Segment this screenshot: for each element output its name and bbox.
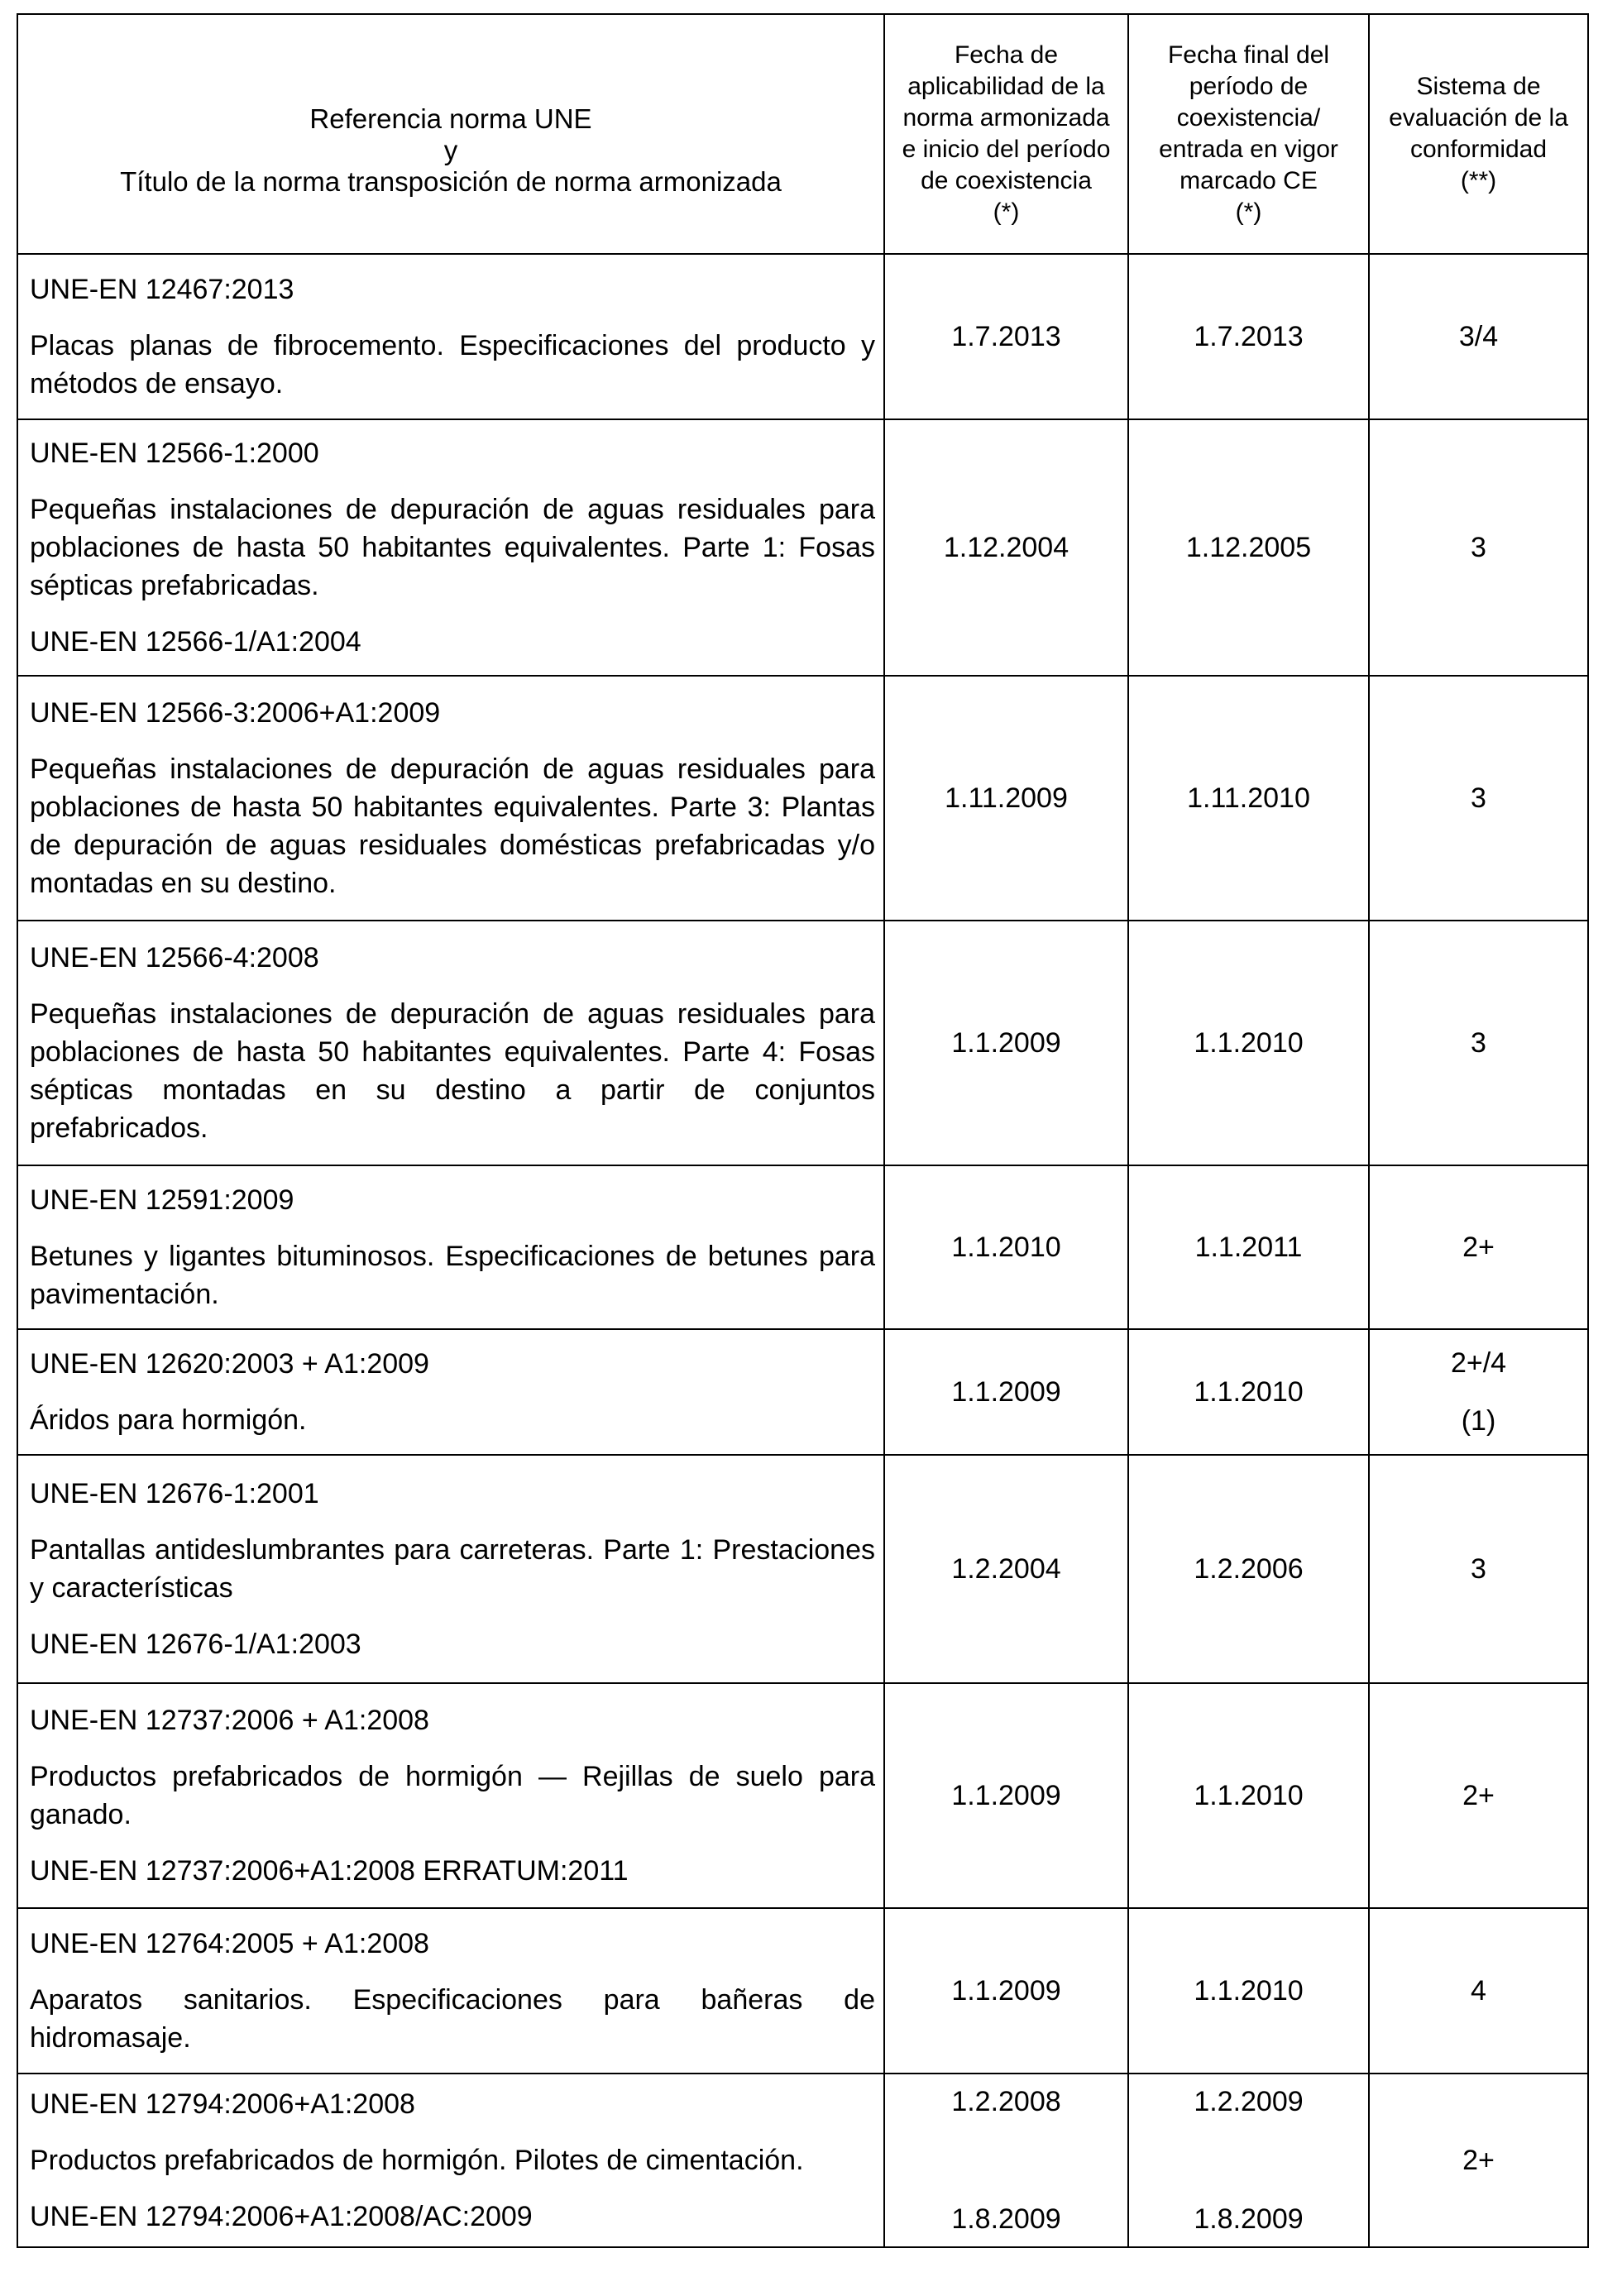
- norm-title: Pequeñas instalaciones de depuración de aguas residuales para poblaciones de hasta 50 habitantes equivalentes. Parte 4: Fosas sépticas montadas en su destino a partir de conjuntos prefabricados.: [30, 998, 875, 1144]
- table-header-row: [17, 14, 1588, 254]
- norm-title: Pequeñas instalaciones de depuración de aguas residuales para poblaciones de hasta 50 habitantes equivalentes. Parte 1: Fosas sépticas prefabricadas.: [30, 494, 875, 601]
- header-ref-line1: Referencia norma UNE: [309, 103, 592, 134]
- header-text-line: conformidad: [1409, 136, 1548, 163]
- coexistence-end-date: 1.12.2005: [1128, 419, 1369, 676]
- norm-title: Betunes y ligantes bituminosos. Especificaciones de betunes para pavimentación.: [30, 1241, 875, 1310]
- norm-title: Placas planas de fibrocemento. Especificaciones del producto y métodos de ensayo.: [30, 330, 875, 399]
- norm-code: UNE-EN 12566-1:2000: [30, 438, 319, 469]
- norm-reference-cell: [17, 1683, 884, 1908]
- coexistence-end-date: 1.1.2010: [1128, 1908, 1369, 2074]
- applicability-date: 1.11.2009: [884, 676, 1128, 921]
- norm-code: UNE-EN 12794:2006+A1:2008: [30, 2088, 415, 2120]
- norm-reference-cell: [17, 1165, 884, 1329]
- header-text-line: (*): [993, 199, 1020, 226]
- norm-amendment: UNE-EN 12794:2006+A1:2008/AC:2009: [30, 2201, 533, 2232]
- norm-amendment: UNE-EN 12737:2006+A1:2008 ERRATUM:2011: [30, 1855, 629, 1887]
- conformity-system: 2+: [1369, 1683, 1588, 1908]
- applicability-date: 1.2.2004: [884, 1455, 1128, 1683]
- norm-title: Pequeñas instalaciones de depuración de aguas residuales para poblaciones de hasta 50 habitantes equivalentes. Parte 3: Plantas de depuración de aguas residuales domésticas prefabricadas y/o montadas en su destino.: [30, 753, 875, 899]
- coexistence-end-date: 1.2.2009: [1194, 2086, 1304, 2117]
- coexistence-end-date-cell: [1128, 2074, 1369, 2247]
- header-conformity-system: [1369, 14, 1588, 254]
- header-text-line: coexistencia/: [1176, 104, 1321, 132]
- conformity-system: 4: [1369, 1908, 1588, 2074]
- header-text-line: entrada en vigor: [1159, 136, 1338, 163]
- norm-reference-cell: [17, 676, 884, 921]
- applicability-date: 1.2.2008: [951, 2086, 1061, 2117]
- applicability-date: 1.12.2004: [884, 419, 1128, 676]
- coexistence-end-date: 1.1.2010: [1128, 1683, 1369, 1908]
- header-applicability-date: [884, 14, 1128, 254]
- coexistence-end-date: 1.2.2006: [1128, 1455, 1369, 1683]
- header-text-line: de coexistencia: [921, 167, 1092, 194]
- norm-title: Productos prefabricados de hormigón — Rejillas de suelo para ganado.: [30, 1761, 875, 1830]
- coexistence-end-date: 1.7.2013: [1128, 254, 1369, 419]
- coexistence-end-date: 1.1.2010: [1128, 921, 1369, 1165]
- norm-reference-cell: [17, 419, 884, 676]
- norm-code: UNE-EN 12591:2009: [30, 1184, 294, 1216]
- applicability-date: 1.1.2009: [884, 1329, 1128, 1455]
- norm-code: UNE-EN 12566-3:2006+A1:2009: [30, 697, 441, 729]
- coexistence-end-date: 1.1.2011: [1128, 1165, 1369, 1329]
- table-row: [17, 254, 1588, 419]
- norm-code: UNE-EN 12467:2013: [30, 274, 294, 305]
- applicability-date: 1.1.2010: [884, 1165, 1128, 1329]
- header-coexistence-end-date: [1128, 14, 1369, 254]
- applicability-date-correction: 1.8.2009: [951, 2203, 1061, 2235]
- header-text-line: aplicabilidad de la: [907, 73, 1105, 100]
- table-row: [17, 1683, 1588, 1908]
- header-text-line: (*): [1235, 199, 1262, 226]
- norm-reference-cell: [17, 2074, 884, 2247]
- applicability-date: 1.1.2009: [884, 921, 1128, 1165]
- conformity-system: 3: [1369, 676, 1588, 921]
- coexistence-end-date-correction: 1.8.2009: [1194, 2203, 1304, 2235]
- norm-reference-cell: [17, 921, 884, 1165]
- header-text-line: Fecha de: [954, 41, 1059, 69]
- header-reference: [17, 14, 884, 254]
- header-text-line: e inicio del período: [902, 136, 1111, 163]
- conformity-system: 3/4: [1369, 254, 1588, 419]
- norm-code: UNE-EN 12764:2005 + A1:2008: [30, 1928, 429, 1959]
- norm-code: UNE-EN 12676-1:2001: [30, 1478, 319, 1509]
- applicability-date-cell: [884, 2074, 1128, 2247]
- header-text-line: norma armonizada: [902, 104, 1110, 132]
- norm-code: UNE-EN 12566-4:2008: [30, 942, 319, 973]
- header-text-line: Sistema de: [1416, 73, 1541, 100]
- table-row: [17, 419, 1588, 676]
- norm-title: Aparatos sanitarios. Especificaciones para bañeras de hidromasaje.: [30, 1984, 875, 2054]
- header-text-line: evaluación de la: [1389, 104, 1568, 132]
- date-pair: [885, 2078, 1127, 2243]
- norm-title: Pantallas antideslumbrantes para carreteras. Parte 1: Prestaciones y características: [30, 1534, 875, 1604]
- norm-code: UNE-EN 12737:2006 + A1:2008: [30, 1705, 429, 1736]
- norm-title: Áridos para hormigón.: [30, 1404, 307, 1436]
- table-row: [17, 1329, 1588, 1455]
- norm-reference-cell: [17, 1329, 884, 1455]
- date-pair: [1129, 2078, 1368, 2243]
- norm-amendment: UNE-EN 12566-1/A1:2004: [30, 626, 361, 658]
- norm-reference-cell: [17, 1455, 884, 1683]
- conformity-system: 3: [1369, 419, 1588, 676]
- conformity-system-value: 2+/4: [1450, 1347, 1507, 1379]
- norm-code: UNE-EN 12620:2003 + A1:2009: [30, 1348, 429, 1380]
- norm-reference-cell: [17, 254, 884, 419]
- norm-title: Productos prefabricados de hormigón. Pilotes de cimentación.: [30, 2145, 804, 2176]
- header-text-line: marcado CE: [1180, 167, 1318, 194]
- coexistence-end-date: 1.11.2010: [1128, 676, 1369, 921]
- table-row: [17, 1908, 1588, 2074]
- conformity-system-note: (1): [1461, 1405, 1496, 1437]
- applicability-date: 1.7.2013: [884, 254, 1128, 419]
- table-row: [17, 921, 1588, 1165]
- norm-amendment: UNE-EN 12676-1/A1:2003: [30, 1629, 361, 1660]
- table-row: [17, 1455, 1588, 1683]
- conformity-system: [1369, 1329, 1588, 1455]
- header-ref-line3: Título de la norma transposición de norma armonizada: [120, 166, 782, 197]
- header-ref-line2: y: [443, 135, 458, 165]
- applicability-date: 1.1.2009: [884, 1908, 1128, 2074]
- header-text-line: Fecha final del: [1167, 41, 1330, 69]
- conformity-system: 3: [1369, 921, 1588, 1165]
- conformity-system: 2+: [1369, 1165, 1588, 1329]
- table-row: [17, 1165, 1588, 1329]
- header-text-line: período de: [1189, 73, 1309, 100]
- norms-table: [17, 13, 1589, 2248]
- conformity-system: 2+: [1369, 2074, 1588, 2247]
- header-text-line: (**): [1460, 167, 1497, 194]
- applicability-date: 1.1.2009: [884, 1683, 1128, 1908]
- conformity-system: 3: [1369, 1455, 1588, 1683]
- norm-reference-cell: [17, 1908, 884, 2074]
- table-row: [17, 2074, 1588, 2247]
- coexistence-end-date: 1.1.2010: [1128, 1329, 1369, 1455]
- table-row: [17, 676, 1588, 921]
